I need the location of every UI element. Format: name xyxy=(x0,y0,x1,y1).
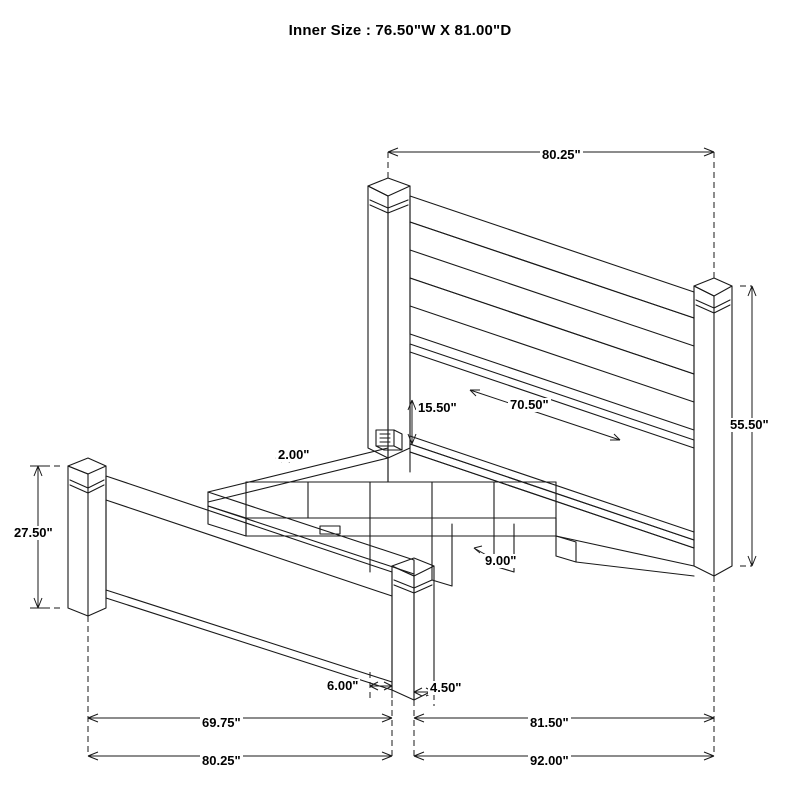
dimension-lines xyxy=(30,148,756,760)
dim-label-overall-width: 80.25" xyxy=(202,753,241,768)
headboard-top-rail xyxy=(410,196,694,318)
dim-label-footboard-width: 69.75" xyxy=(202,715,241,730)
center-support-rail xyxy=(208,506,556,536)
headboard-panel-lower xyxy=(410,344,694,540)
dim-label-footboard-height: 27.50" xyxy=(14,525,53,540)
footboard-left-post xyxy=(68,458,106,616)
headboard-panel-upper xyxy=(410,222,694,374)
dim-label-panel-width: 70.50" xyxy=(510,397,549,412)
rail-bracket-detail xyxy=(376,430,402,450)
headboard-right-post xyxy=(694,278,732,576)
dim-label-slat-height: 9.00" xyxy=(485,553,517,568)
side-rail-connectors xyxy=(388,452,694,576)
footboard-right-post xyxy=(392,558,434,700)
slat-support-legs xyxy=(370,518,576,700)
dim-label-rail-thickness: 2.00" xyxy=(278,447,310,462)
side-rail-near xyxy=(208,492,414,574)
dim-label-headboard-height: 55.50" xyxy=(730,417,769,432)
dim-label-panel-height: 15.50" xyxy=(418,400,457,415)
page-title: Inner Size : 76.50"W X 81.00"D xyxy=(288,22,512,39)
headboard-left-post xyxy=(368,178,410,458)
extension-lines xyxy=(30,152,752,756)
dim-label-overall-length: 92.00" xyxy=(530,753,569,768)
dim-label-post-foot-width: 6.00" xyxy=(327,678,359,693)
headboard-bottom-rail xyxy=(410,444,694,548)
dim-label-side-rail-length: 81.50" xyxy=(530,715,569,730)
footboard-panel xyxy=(106,476,392,690)
dim-label-post-width: 4.50" xyxy=(430,680,462,695)
dim-label-headboard-width: 80.25" xyxy=(542,147,581,162)
